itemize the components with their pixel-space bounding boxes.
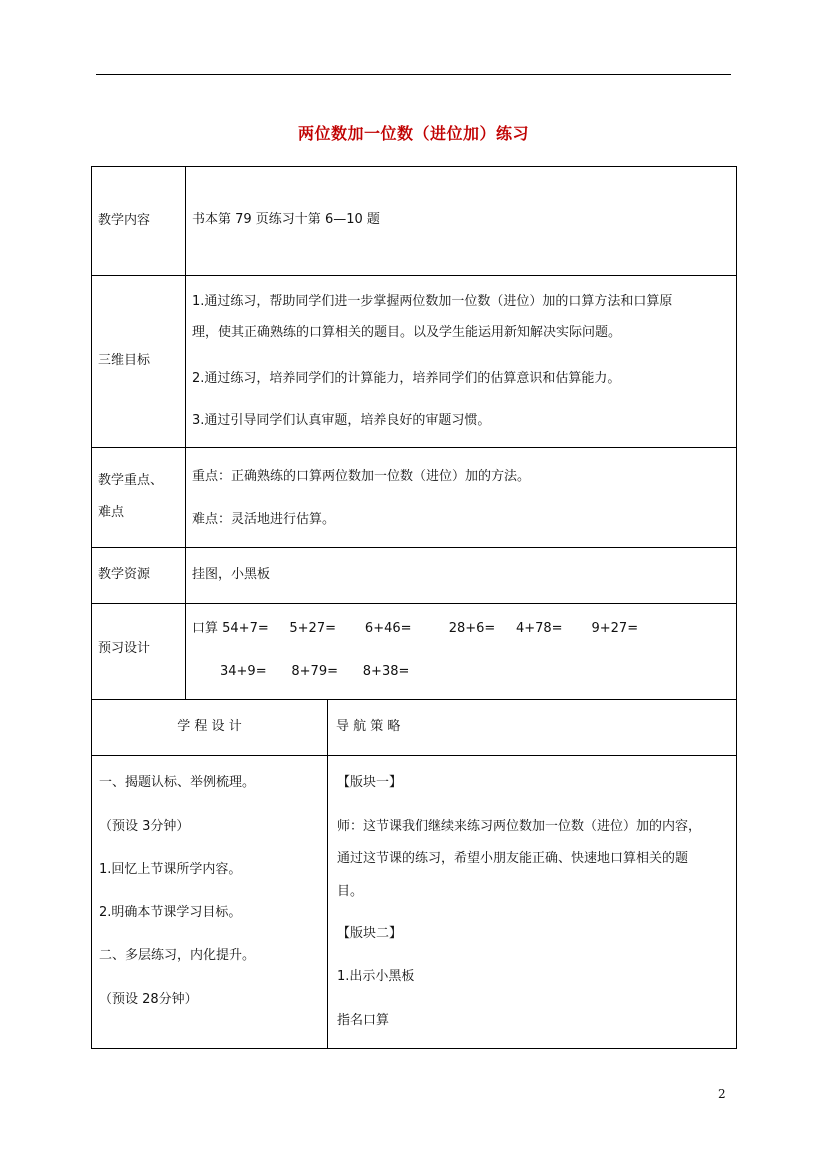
plan-teacher-line-2: 通过这节课的练习，希望小朋友能正确、快速地口算相关的题 [337, 851, 689, 866]
goals-value-cell [185, 275, 737, 448]
content-label-cell [91, 166, 186, 276]
plan-left-item-4: 2.明确本节课学习目标。 [99, 905, 242, 920]
preview-label: 预习设计 [98, 641, 151, 657]
header-rule [96, 74, 731, 75]
plan-teacher-line-1: 师：这节课我们继续来练习两位数加一位数（进位）加的内容， [337, 819, 702, 834]
preview-label-cell [91, 603, 186, 700]
plan-header-left-cell [91, 699, 328, 756]
goal-item-2: 2.通过练习，培养同学们的计算能力，培养同学们的估算意识和估算能力。 [192, 371, 621, 386]
keypoints-value-cell [185, 447, 737, 548]
plan-block-1: 【版块一】 [337, 775, 403, 790]
resources-value-cell [185, 547, 737, 604]
plan-step-1: 1.出示小黑板 [337, 969, 415, 984]
preview-line-2: 34+9= 8+79= 8+38= [220, 664, 410, 679]
key-point: 重点：正确熟练的口算两位数加一位数（进位）加的方法。 [192, 469, 531, 484]
content-value: 书本第 79 页练习十第 6—10 题 [192, 212, 380, 227]
keypoints-label-cell [91, 447, 186, 548]
goals-label-cell [91, 275, 186, 448]
resources-label-cell [91, 547, 186, 604]
document-title: 两位数加一位数（进位加）练习 [297, 124, 529, 143]
plan-header-right: 导 航 策 略 [336, 719, 401, 735]
plan-left-item-5: 二、多层练习，内化提升。 [99, 948, 256, 963]
goal-item-1a: 1.通过练习，帮助同学们进一步掌握两位数加一位数（进位）加的口算方法和口算原 [192, 294, 673, 309]
preview-line-1: 口算 54+7= 5+27= 6+46= 28+6= 4+78= 9+27= [192, 621, 639, 636]
content-value-cell [185, 166, 737, 276]
goal-item-3: 3.通过引导同学们认真审题，培养良好的审题习惯。 [192, 413, 491, 428]
page-number: 2 [718, 1087, 726, 1101]
plan-header-right-cell [327, 699, 737, 756]
plan-header-left: 学 程 设 计 [177, 719, 242, 735]
keypoints-label-line1: 教学重点、 [98, 473, 164, 488]
content-label: 教学内容 [98, 212, 151, 228]
resources-value: 挂图，小黑板 [192, 567, 271, 583]
goal-item-1b: 理，使其正确熟练的口算相关的题目。以及学生能运用新知解决实际问题。 [192, 325, 622, 340]
goals-label: 三维目标 [98, 353, 151, 369]
plan-left-item-3: 1.回忆上节课所学内容。 [99, 862, 242, 877]
plan-left-cell [91, 755, 328, 1049]
plan-right-cell [327, 755, 737, 1049]
plan-left-item-6: （预设 28分钟） [99, 992, 198, 1007]
plan-teacher-line-3: 目。 [337, 884, 364, 899]
keypoints-label-line2: 难点 [98, 505, 125, 520]
resources-label: 教学资源 [98, 567, 151, 583]
difficulty-point: 难点：灵活地进行估算。 [192, 512, 336, 527]
plan-left-item-2: （预设 3分钟） [99, 819, 190, 834]
plan-step-2: 指名口算 [337, 1013, 390, 1028]
plan-left-item-1: 一、揭题认标、举例梳理。 [99, 775, 256, 790]
preview-value-cell [185, 603, 737, 700]
plan-block-2: 【版块二】 [337, 926, 403, 941]
